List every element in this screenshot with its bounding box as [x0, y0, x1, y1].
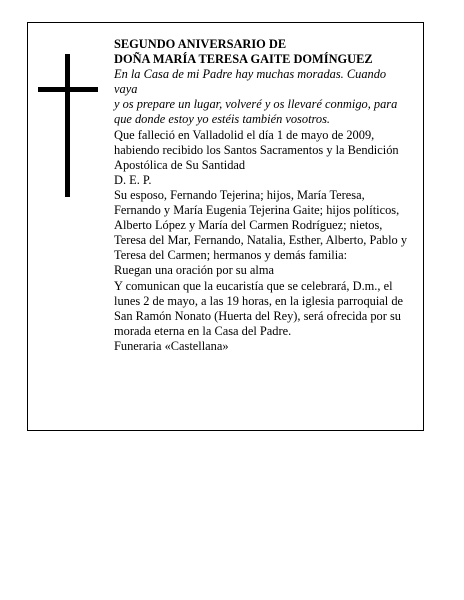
- family-members: Su esposo, Fernando Tejerina; hijos, María Teresa, Fernando y María Eugenia Tejerina Gaite; hijos políticos, Alberto López y María del Carmen Rodríguez; nietos, Teresa del Mar, Fernando, Natalia, Esther, Alberto, Pablo y Teresa del Carmen; hermanos y demás familia:: [114, 187, 408, 263]
- obituary-text-block: [114, 37, 412, 354]
- cross-icon: [38, 54, 98, 197]
- scripture-quote-line2: y os prepare un lugar, volveré y os llevaré conmigo, para que donde estoy yo estéis también vosotros.: [114, 97, 398, 127]
- funeral-home: Funeraria «Castellana»: [114, 338, 229, 353]
- notice-title-line1: SEGUNDO ANIVERSARIO DE: [114, 37, 287, 51]
- cross-horizontal-bar: [38, 87, 98, 92]
- cross-vertical-bar: [65, 54, 70, 197]
- death-information: Que falleció en Valladolid el día 1 de mayo de 2009, habiendo recibido los Santos Sacramentos y la Bendición Apostólica de Su Santidad: [114, 127, 399, 172]
- notice-title-line2: DOÑA MARÍA TERESA GAITE DOMÍNGUEZ: [114, 52, 373, 67]
- rest-in-peace: D. E. P.: [114, 172, 152, 187]
- prayer-request: Ruegan una oración por su alma: [114, 263, 274, 278]
- mass-announcement: Y comunican que la eucaristía que se celebrará, D.m., el lunes 2 de mayo, a las 19 horas, en la iglesia parroquial de San Ramón Nonato (Huerta del Rey), será ofrecida por su morada eterna en la Casa del Padre.: [114, 278, 404, 338]
- scripture-quote-line1: En la Casa de mi Padre hay muchas moradas. Cuando vaya: [114, 67, 387, 97]
